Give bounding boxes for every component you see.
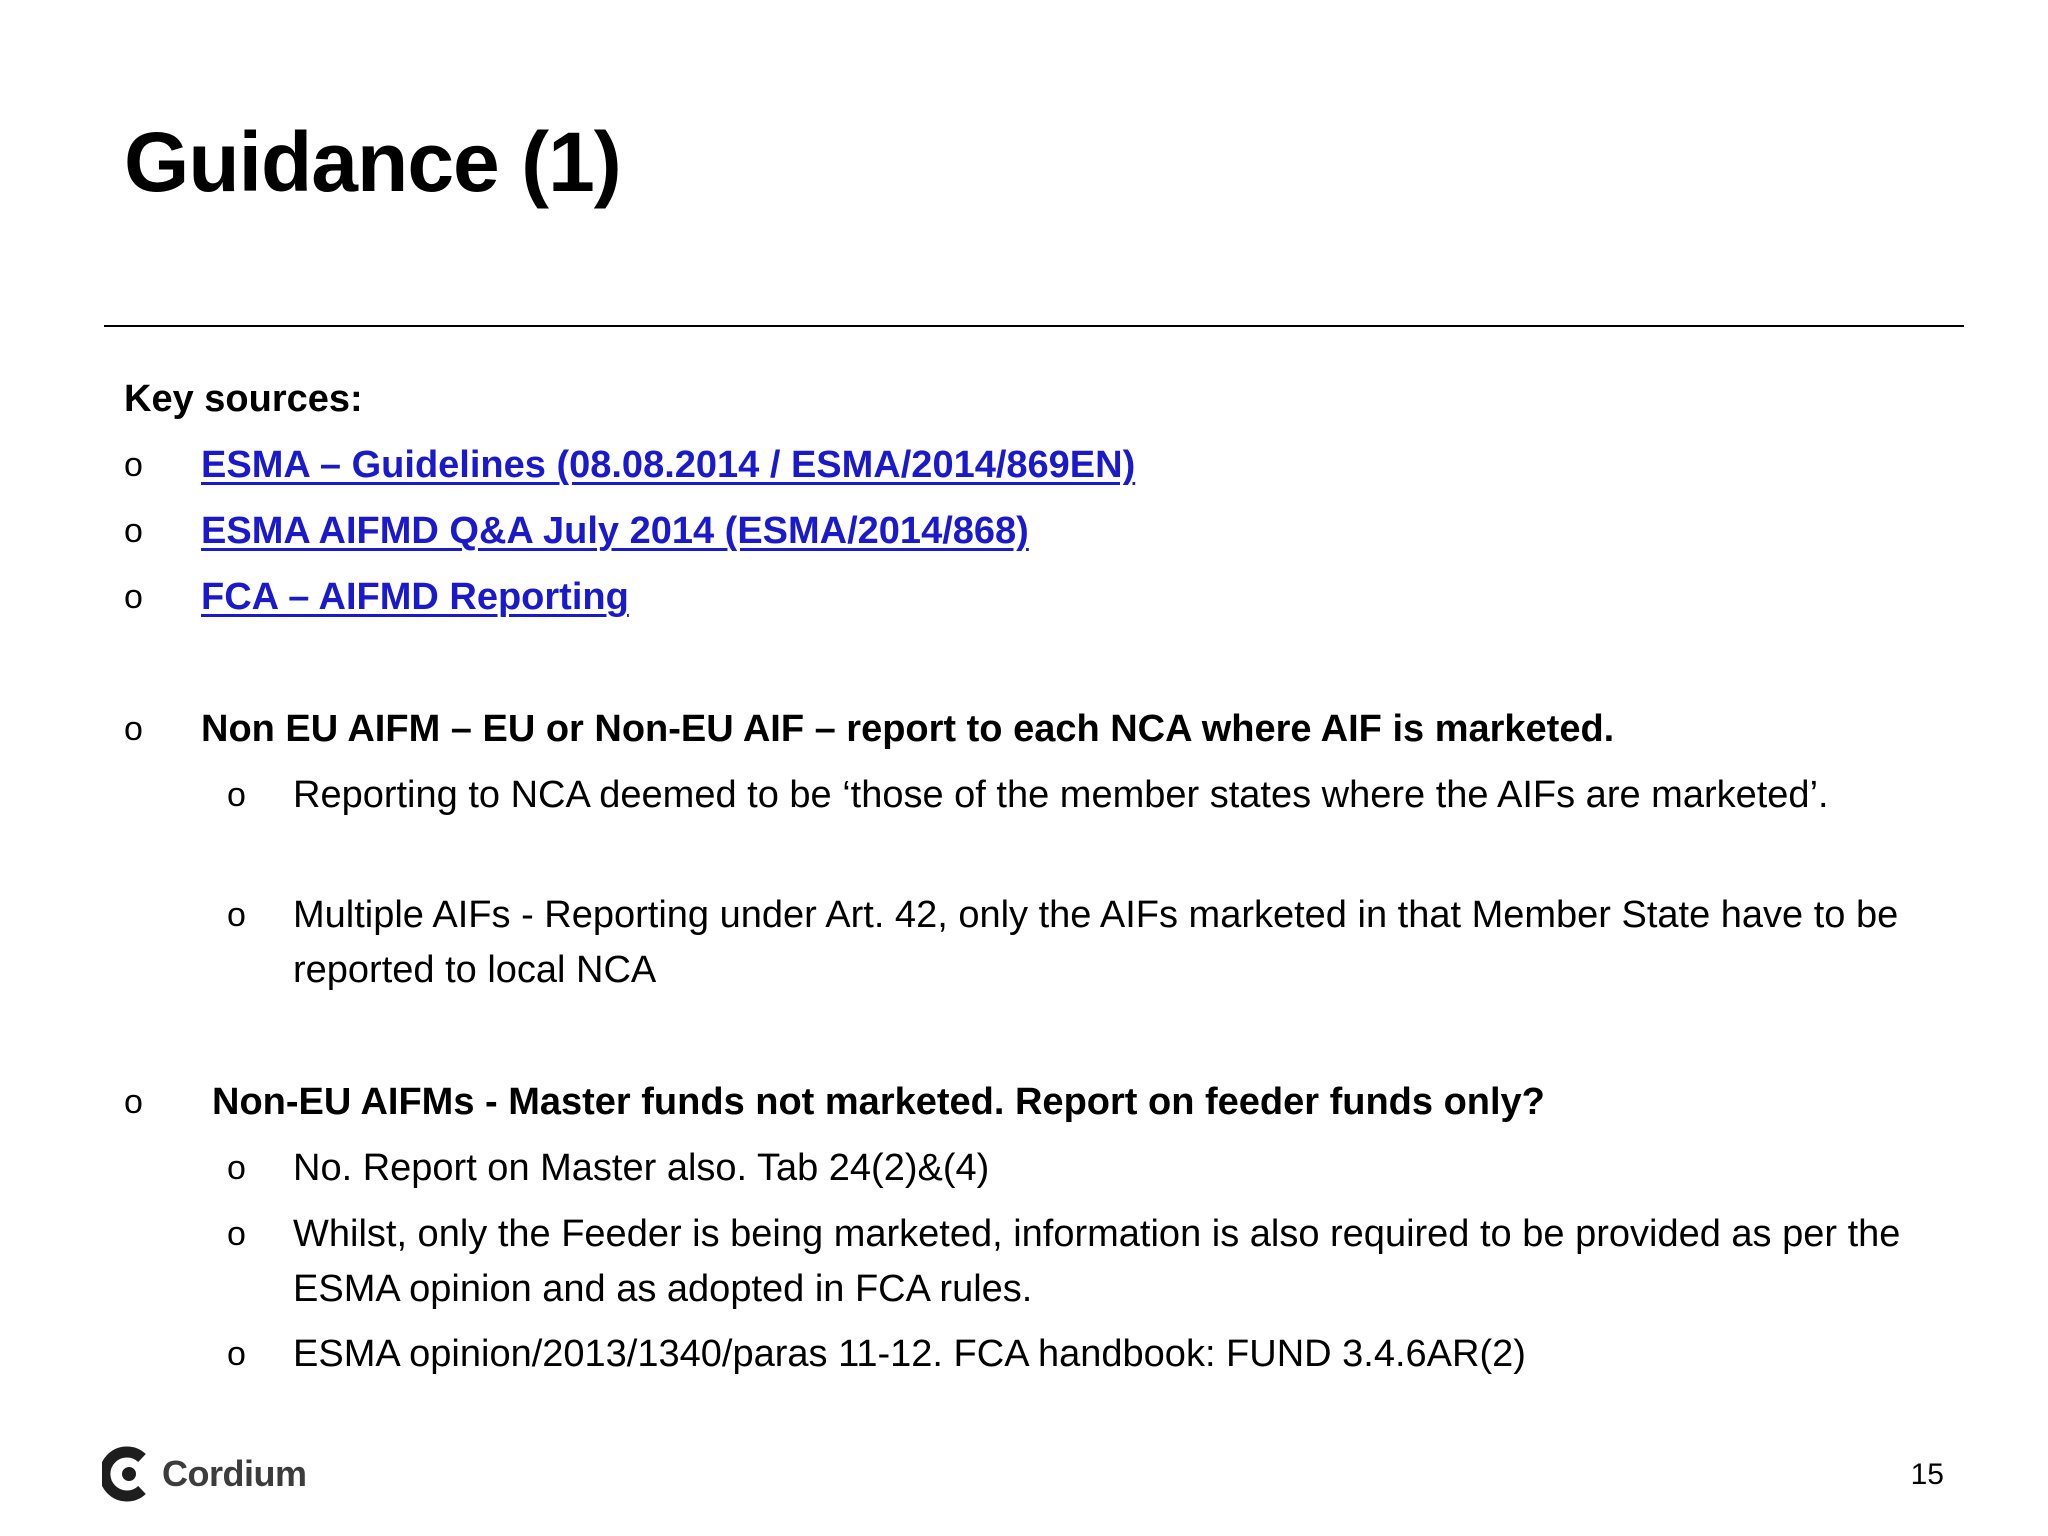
- link-esma-guidelines[interactable]: [201, 438, 1135, 493]
- bullet-symbol: o: [124, 1083, 143, 1121]
- cordium-logo: [102, 1444, 307, 1504]
- sub-bullet-symbol: o: [227, 1335, 246, 1373]
- link-esma-qa[interactable]: [201, 504, 1029, 559]
- section-item: No. Report on Master also. Tab 24(2)&(4): [293, 1147, 990, 1189]
- section-heading: Non-EU AIFMs - Master funds not marketed. Report on feeder funds only?: [212, 1081, 1545, 1123]
- link-fca-reporting[interactable]: [201, 570, 629, 625]
- sub-bullet-symbol: o: [227, 1215, 246, 1253]
- slide-title: Guidance (1): [124, 115, 621, 209]
- sub-bullet-symbol: o: [227, 1149, 246, 1187]
- section-item: Whilst, only the Feeder is being marketed, information is also required to be provided as per the ESMA opinion and as adopted in FCA rules.: [293, 1213, 1901, 1310]
- page-number: 15: [1910, 1458, 1944, 1491]
- section-item: ESMA opinion/2013/1340/paras 11-12. FCA handbook: FUND 3.4.6AR(2): [293, 1333, 1526, 1375]
- bullet-symbol: o: [124, 710, 143, 748]
- link-esma-qa-label[interactable]: ESMA AIFMD Q&A July 2014 (ESMA/2014/868): [201, 510, 1029, 552]
- link-esma-guidelines-label[interactable]: ESMA – Guidelines (08.08.2014 / ESMA/2014/869EN): [201, 444, 1136, 486]
- section-heading: Non EU AIFM – EU or Non-EU AIF – report to each NCA where AIF is marketed.: [201, 708, 1615, 750]
- section-item: Reporting to NCA deemed to be ‘those of the member states where the AIFs are marketed’.: [293, 774, 1829, 816]
- cordium-logo-icon: [102, 1444, 154, 1504]
- title-divider: [104, 325, 1964, 327]
- sub-bullet-symbol: o: [227, 776, 246, 814]
- cordium-logo-text: Cordium: [162, 1453, 307, 1494]
- sub-bullet-symbol: o: [227, 896, 246, 934]
- bullet-symbol: o: [124, 512, 143, 550]
- section-item: Multiple AIFs - Reporting under Art. 42, only the AIFs marketed in that Member State have to be reported to local NCA: [293, 894, 1899, 991]
- key-sources-label: Key sources:: [124, 378, 363, 420]
- link-fca-reporting-label[interactable]: FCA – AIFMD Reporting: [201, 576, 629, 618]
- bullet-symbol: o: [124, 446, 143, 484]
- bullet-symbol: o: [124, 578, 143, 616]
